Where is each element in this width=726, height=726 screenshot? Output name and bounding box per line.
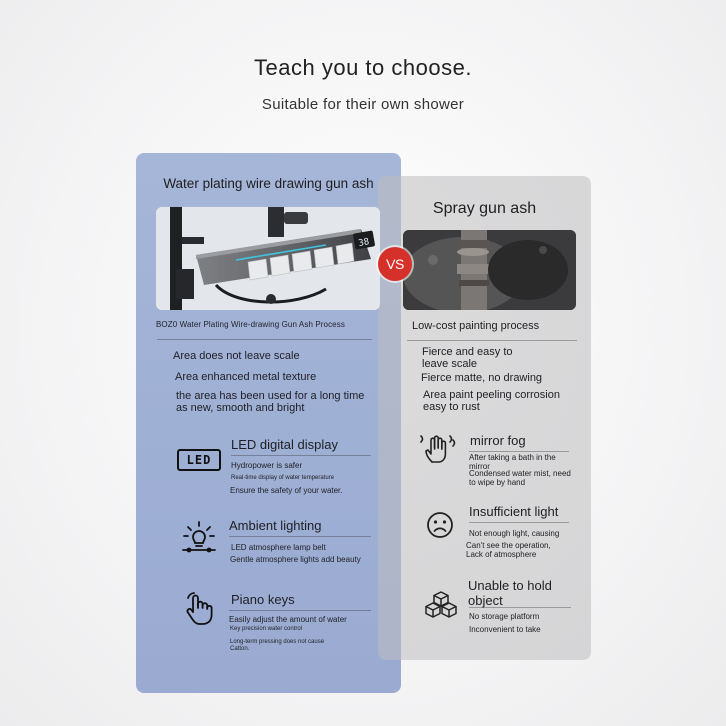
- piano-feature-line-1: Easily adjust the amount of water: [229, 615, 347, 624]
- hold-feature-title: Unable to hold object: [468, 578, 552, 608]
- left-card-title: Water plating wire drawing gun ash: [163, 176, 374, 191]
- light-feature-line-2: Can't see the operation, Lack of atmosphere: [466, 541, 551, 559]
- corroded-faucet-illustration: [403, 230, 576, 310]
- left-point-3: the area has been used for a long time as new, smooth and bright: [176, 390, 365, 414]
- fog-feature-line-2: Condensed water mist, need to wipe by hand: [469, 469, 571, 487]
- piano-feature-line-3: Long-term pressing does not cause Catton.: [230, 639, 325, 652]
- right-point-1: Fierce and easy to leave scale: [422, 346, 513, 370]
- vs-badge: VS: [378, 247, 412, 281]
- light-feature-rule: [469, 522, 569, 523]
- led-feature-line-1: Hydropower is safer: [231, 461, 303, 470]
- fog-feature-rule: [469, 451, 569, 452]
- hold-feature-rule: [469, 607, 571, 608]
- ambient-feature-rule: [229, 536, 371, 537]
- left-divider: [157, 339, 372, 340]
- led-icon: LED: [177, 449, 221, 471]
- light-feature-title: Insufficient light: [469, 504, 559, 519]
- right-point-3: Area paint peeling corrosion easy to rust: [423, 389, 560, 413]
- fog-feature-line-1: After taking a bath in the mirror: [469, 453, 556, 471]
- right-point-2: Fierce matte, no drawing: [421, 372, 543, 384]
- fog-feature-title: mirror fog: [470, 433, 526, 448]
- ambient-feature-line-1: LED atmosphere lamp belt: [231, 543, 326, 552]
- piano-feature-rule: [229, 610, 371, 611]
- right-card-title: Spray gun ash: [432, 200, 537, 217]
- piano-feature-title: Piano keys: [231, 592, 295, 607]
- left-point-2: Area enhanced metal texture: [175, 371, 317, 383]
- hand-press-icon: [183, 592, 215, 626]
- fog-hand-icon: [418, 434, 458, 466]
- left-product-image: [156, 207, 380, 310]
- led-feature-line-2: Real-time display of water temperature: [231, 475, 335, 481]
- ambient-feature-line-2: Gentle atmosphere lights add beauty: [230, 555, 361, 564]
- right-divider: [407, 340, 577, 341]
- right-product-image: [403, 230, 576, 310]
- right-process-label: Low-cost painting process: [412, 320, 540, 332]
- hold-feature-line-2: Inconvenient to take: [469, 625, 541, 634]
- shower-panel-illustration: [156, 207, 380, 310]
- panel-display-reading: 38: [357, 237, 371, 249]
- left-process-label: BOZ0 Water Plating Wire-drawing Gun Ash Process: [156, 320, 345, 329]
- led-feature-rule: [231, 455, 371, 456]
- hold-feature-line-1: No storage platform: [469, 612, 540, 621]
- sad-face-icon: [425, 510, 455, 540]
- page-title: Teach you to choose.: [254, 55, 472, 80]
- left-point-1: Area does not leave scale: [173, 350, 300, 362]
- piano-feature-line-2: Key precision water control: [230, 626, 303, 632]
- ambient-feature-title: Ambient lighting: [229, 518, 322, 533]
- led-feature-line-3: Ensure the safety of your water.: [230, 486, 343, 495]
- boxes-icon: [424, 590, 458, 618]
- led-feature-title: LED digital display: [231, 437, 338, 452]
- page-subtitle: Suitable for their own shower: [261, 96, 465, 113]
- ambient-light-icon: [181, 519, 217, 555]
- light-feature-line-1: Not enough light, causing: [469, 529, 560, 538]
